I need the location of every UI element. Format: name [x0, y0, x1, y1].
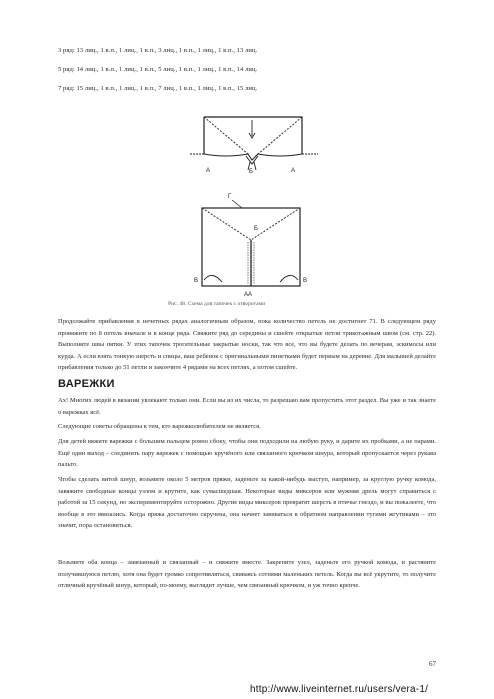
- watermark-url: http://www.liveinternet.ru/users/vera-1/: [250, 684, 429, 695]
- figure-caption: Рис. 48. Схема для тапочек с отворотами: [168, 301, 266, 307]
- label-g: Г: [228, 194, 232, 200]
- body-paragraph-slippers: Продолжайте прибавления в нечетных рядах аналогичным образом, пока количество петель не достигнет 71. В следующем ряду провяжите по 8 петель вначале и в конце ряда. Свяжите ряд до середины и сшейте открытые петли трикотажным швом (см. стр. 22). Выполните швы пятки. У этих тапочек трогательные закрытые носки, так что все, что вы будете делать по вечерам, эскимосы или курда. А если взять тонкую шерсть и спицы, ваш ребенок с оригинальными пинетками будет первым на деревне. Для малышей делайте прибавления только до 51 петли и закончите 4 рядами на всех петлях, а потом сшейте.: [58, 318, 436, 372]
- body-paragraph-2: Следующие советы обращены к тем, кто варежколюбителем не является.: [58, 423, 261, 430]
- label-a-right: А: [291, 168, 296, 174]
- pattern-row-7: 7 ряд: 15 лиц., 1 в.п., 1 лиц., 1 в.п., 7 лиц., 1 в.п., 1 лиц., 1 в.п., 15 лиц.: [58, 85, 258, 92]
- pattern-row-3: 3 ряд: 13 лиц., 1 в.п., 1 лиц., 1 в.п., 3 лиц., 1 в.п., 1 лиц., 1 в.п., 13 лиц.: [58, 47, 258, 54]
- label-a-left: А: [206, 168, 211, 174]
- label-b-bottom: Б: [254, 226, 258, 232]
- body-paragraph-5: Возьмите оба конца – завязанный и связанный – и свяжите вместе. Закрепите узел, заденьте его ручкой комода, и растяните получившуюся петлю, хотя она будет громко сопротивляться, свиваясь сотнями маленьких петель. Когда вы всё укрутите, то получите отличный кручёный шнур, который, по-моему, выглядит лучше, чем связанный крючком, и уж точно крепче.: [58, 559, 436, 590]
- label-v-right: В: [303, 278, 308, 284]
- pattern-row-5: 5 ряд: 14 лиц., 1 в.п., 1 лиц., 1 в.п., 5 лиц., 1 в.п., 1 лиц., 1 в.п., 14 лиц.: [58, 66, 258, 73]
- label-v-left: В: [194, 278, 199, 284]
- slipper-diagram-bottom: [192, 190, 312, 300]
- label-b-top: Б: [249, 169, 253, 174]
- section-heading: ВАРЕЖКИ: [58, 378, 115, 390]
- slipper-diagram-top: [186, 112, 321, 174]
- body-paragraph-1: Ах! Многих людей в вязании увлекают только они. Если вы из их числа, то разрешаю вам пропустить этот раздел. Вы уже и так знаете о варежках всё.: [58, 397, 436, 416]
- page-number: 67: [429, 660, 436, 668]
- label-aa: АА: [244, 292, 253, 298]
- body-paragraph-4: Чтобы сделать витой шнур, возьмите около 5 метров пряжи, заденьте за какой-нибудь выступ, например, за круглую ручку комода, завяжите свободные концы узлом и крутите, как сумасшедшая. Некоторые виды миксеров или мужняя дрель могут справиться с работой за 15 секунд, но экспериментируйте осторожно. Другие виды миксеров превратят шерсть в птичье гнездо, и вы пожалеете, что вообще в это ввязались. Когда пряжа достаточно скручена, она начнет завиваться в обратном направлении тугими жгутиками – это значит, пора остановиться.: [58, 476, 436, 530]
- body-paragraph-3: Для детей вяжите варежки с большим пальцем ровно сбоку, чтобы они подходили на любую руку, и дарите их пробками, а не парами. Ещё один выход – соединить пару варежек с помощью кручёного или связанного крючком шнура, который пропускается через рукава пальто.: [58, 438, 436, 469]
